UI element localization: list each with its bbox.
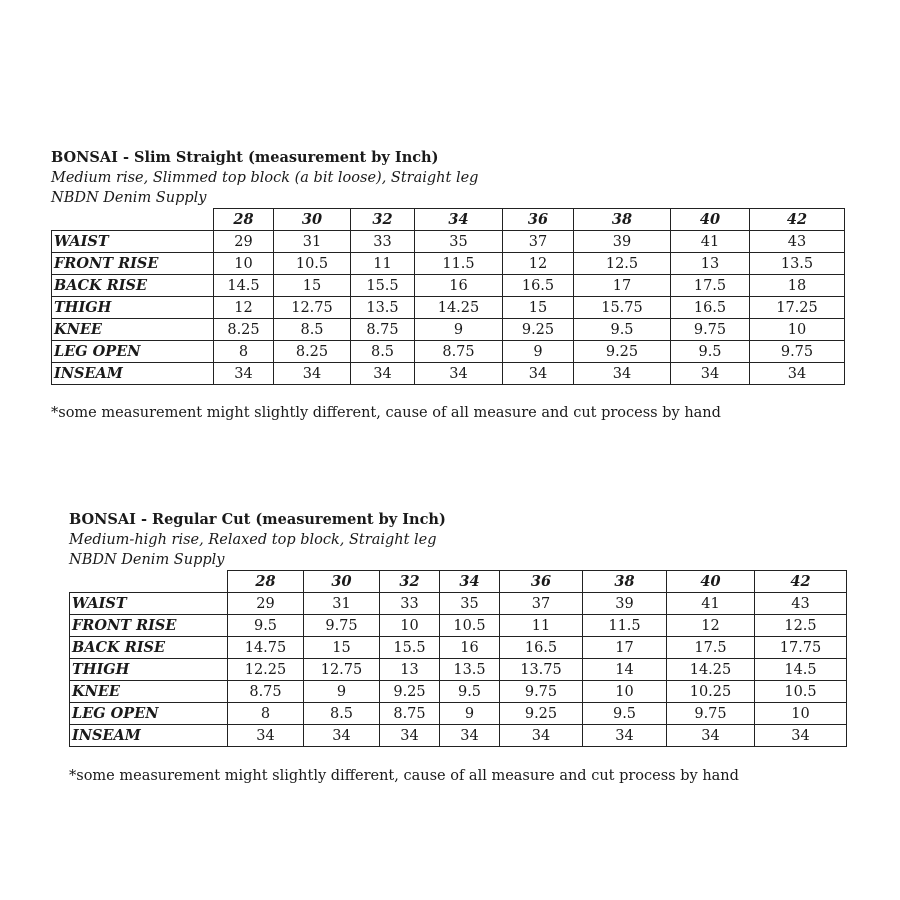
size-header-cell: 28 bbox=[214, 209, 274, 231]
measurement-value: 11.5 bbox=[415, 253, 503, 275]
measurement-value: 12.75 bbox=[274, 297, 351, 319]
measurement-row bbox=[52, 253, 845, 275]
measurement-value: 41 bbox=[671, 231, 750, 253]
measurement-value: 9.75 bbox=[304, 615, 380, 637]
measurement-value: 35 bbox=[415, 231, 503, 253]
measurement-label: INSEAM bbox=[52, 363, 214, 385]
chart-subtitle: Medium-high rise, Relaxed top block, Straight leg bbox=[69, 532, 437, 548]
measurement-value: 9.75 bbox=[667, 703, 755, 725]
measurement-value: 14.5 bbox=[214, 275, 274, 297]
measurement-value: 9.5 bbox=[440, 681, 500, 703]
measurement-value: 15.5 bbox=[380, 637, 440, 659]
measurement-value: 29 bbox=[214, 231, 274, 253]
measurement-value: 10.25 bbox=[667, 681, 755, 703]
measurement-value: 12.75 bbox=[304, 659, 380, 681]
measurement-value: 13 bbox=[671, 253, 750, 275]
measurement-value: 17 bbox=[583, 637, 667, 659]
measurement-value: 9.5 bbox=[671, 341, 750, 363]
measurement-value: 37 bbox=[500, 593, 583, 615]
size-header-cell: 40 bbox=[667, 571, 755, 593]
size-header-cell: 34 bbox=[440, 571, 500, 593]
measurement-value: 8.5 bbox=[304, 703, 380, 725]
header-corner-cell bbox=[52, 209, 214, 231]
size-header-cell: 42 bbox=[755, 571, 847, 593]
measurement-value: 8.5 bbox=[351, 341, 415, 363]
measurement-value: 12 bbox=[667, 615, 755, 637]
measurement-value: 34 bbox=[671, 363, 750, 385]
measurement-value: 14.25 bbox=[667, 659, 755, 681]
measurement-value: 12 bbox=[503, 253, 574, 275]
measurement-label: LEG OPEN bbox=[70, 703, 228, 725]
measurement-value: 9 bbox=[415, 319, 503, 341]
measurement-value: 15.5 bbox=[351, 275, 415, 297]
measurement-value: 10 bbox=[583, 681, 667, 703]
size-chart-regular-cut bbox=[69, 509, 847, 786]
measurement-value: 13.5 bbox=[750, 253, 845, 275]
measurement-value: 34 bbox=[440, 725, 500, 747]
measurement-value: 41 bbox=[667, 593, 755, 615]
measurement-row bbox=[70, 615, 847, 637]
measurement-value: 16 bbox=[415, 275, 503, 297]
measurement-value: 37 bbox=[503, 231, 574, 253]
measurement-value: 18 bbox=[750, 275, 845, 297]
chart-title: BONSAI - Regular Cut (measurement by Inch) bbox=[69, 511, 446, 528]
measurement-value: 16.5 bbox=[503, 275, 574, 297]
measurement-value: 34 bbox=[380, 725, 440, 747]
measurement-value: 31 bbox=[304, 593, 380, 615]
size-header-cell: 40 bbox=[671, 209, 750, 231]
measurement-row bbox=[70, 725, 847, 747]
measurement-row bbox=[70, 637, 847, 659]
size-header-cell: 38 bbox=[574, 209, 671, 231]
measurement-note: *some measurement might slightly different, cause of all measure and cut process by hand bbox=[69, 768, 739, 784]
measurement-label: KNEE bbox=[70, 681, 228, 703]
size-header-cell: 34 bbox=[415, 209, 503, 231]
measurement-value: 9.25 bbox=[500, 703, 583, 725]
measurement-note: *some measurement might slightly different, cause of all measure and cut process by hand bbox=[51, 405, 721, 421]
measurement-value: 9 bbox=[304, 681, 380, 703]
measurement-value: 16.5 bbox=[671, 297, 750, 319]
measurement-value: 34 bbox=[583, 725, 667, 747]
measurement-value: 13.5 bbox=[440, 659, 500, 681]
measurement-value: 9.5 bbox=[574, 319, 671, 341]
measurement-value: 43 bbox=[750, 231, 845, 253]
measurement-value: 12 bbox=[214, 297, 274, 319]
size-header-cell: 36 bbox=[503, 209, 574, 231]
measurement-label: INSEAM bbox=[70, 725, 228, 747]
size-header-cell: 42 bbox=[750, 209, 845, 231]
measurement-value: 34 bbox=[574, 363, 671, 385]
measurement-value: 10.5 bbox=[755, 681, 847, 703]
size-header-cell: 30 bbox=[304, 571, 380, 593]
measurement-value: 10 bbox=[755, 703, 847, 725]
size-header-cell: 30 bbox=[274, 209, 351, 231]
measurement-value: 17.5 bbox=[667, 637, 755, 659]
measurement-row bbox=[52, 275, 845, 297]
measurement-value: 8.25 bbox=[274, 341, 351, 363]
measurement-value: 29 bbox=[228, 593, 304, 615]
measurement-label: WAIST bbox=[70, 593, 228, 615]
measurement-value: 17.75 bbox=[755, 637, 847, 659]
chart-subtitle: Medium rise, Slimmed top block (a bit loose), Straight leg bbox=[51, 170, 479, 186]
measurement-value: 13.5 bbox=[351, 297, 415, 319]
measurement-value: 34 bbox=[228, 725, 304, 747]
measurement-value: 34 bbox=[214, 363, 274, 385]
measurement-value: 34 bbox=[351, 363, 415, 385]
measurement-label: FRONT RISE bbox=[52, 253, 214, 275]
size-header-cell: 38 bbox=[583, 571, 667, 593]
measurement-value: 15.75 bbox=[574, 297, 671, 319]
measurement-value: 9 bbox=[503, 341, 574, 363]
measurement-value: 11 bbox=[500, 615, 583, 637]
measurement-label: BACK RISE bbox=[52, 275, 214, 297]
measurement-value: 8.75 bbox=[228, 681, 304, 703]
measurement-row bbox=[70, 703, 847, 725]
measurement-value: 34 bbox=[755, 725, 847, 747]
measurement-value: 9.75 bbox=[500, 681, 583, 703]
measurement-value: 8.75 bbox=[380, 703, 440, 725]
measurement-value: 9.75 bbox=[671, 319, 750, 341]
measurement-value: 8 bbox=[228, 703, 304, 725]
measurement-value: 12.25 bbox=[228, 659, 304, 681]
measurement-value: 12.5 bbox=[574, 253, 671, 275]
measurement-value: 9.5 bbox=[228, 615, 304, 637]
measurement-value: 8.5 bbox=[274, 319, 351, 341]
measurement-value: 10 bbox=[214, 253, 274, 275]
measurement-value: 8.75 bbox=[415, 341, 503, 363]
size-table bbox=[51, 208, 845, 385]
measurement-value: 9.5 bbox=[583, 703, 667, 725]
measurement-row bbox=[70, 659, 847, 681]
measurement-value: 13.75 bbox=[500, 659, 583, 681]
measurement-value: 34 bbox=[667, 725, 755, 747]
chart-title: BONSAI - Slim Straight (measurement by Inch) bbox=[51, 149, 439, 166]
measurement-value: 8.75 bbox=[351, 319, 415, 341]
measurement-value: 11.5 bbox=[583, 615, 667, 637]
measurement-label: BACK RISE bbox=[70, 637, 228, 659]
measurement-value: 9.25 bbox=[503, 319, 574, 341]
measurement-label: KNEE bbox=[52, 319, 214, 341]
measurement-label: THIGH bbox=[70, 659, 228, 681]
size-table bbox=[69, 570, 847, 747]
measurement-row bbox=[52, 231, 845, 253]
measurement-value: 15 bbox=[503, 297, 574, 319]
measurement-value: 14.75 bbox=[228, 637, 304, 659]
measurement-value: 34 bbox=[750, 363, 845, 385]
measurement-value: 17.25 bbox=[750, 297, 845, 319]
measurement-value: 15 bbox=[304, 637, 380, 659]
measurement-value: 34 bbox=[503, 363, 574, 385]
measurement-label: LEG OPEN bbox=[52, 341, 214, 363]
measurement-value: 14 bbox=[583, 659, 667, 681]
measurement-value: 10 bbox=[380, 615, 440, 637]
measurement-value: 16 bbox=[440, 637, 500, 659]
measurement-value: 39 bbox=[574, 231, 671, 253]
measurement-value: 43 bbox=[755, 593, 847, 615]
measurement-label: WAIST bbox=[52, 231, 214, 253]
measurement-value: 8.25 bbox=[214, 319, 274, 341]
measurement-label: THIGH bbox=[52, 297, 214, 319]
size-header-cell: 36 bbox=[500, 571, 583, 593]
chart-supplier: NBDN Denim Supply bbox=[69, 552, 225, 568]
measurement-value: 14.5 bbox=[755, 659, 847, 681]
measurement-value: 10 bbox=[750, 319, 845, 341]
measurement-row bbox=[52, 363, 845, 385]
chart-supplier: NBDN Denim Supply bbox=[51, 190, 207, 206]
measurement-value: 31 bbox=[274, 231, 351, 253]
measurement-value: 39 bbox=[583, 593, 667, 615]
measurement-value: 9.25 bbox=[574, 341, 671, 363]
measurement-value: 34 bbox=[274, 363, 351, 385]
measurement-value: 15 bbox=[274, 275, 351, 297]
measurement-value: 17.5 bbox=[671, 275, 750, 297]
measurement-value: 8 bbox=[214, 341, 274, 363]
measurement-value: 9.25 bbox=[380, 681, 440, 703]
size-chart-slim-straight bbox=[51, 147, 845, 423]
measurement-value: 17 bbox=[574, 275, 671, 297]
measurement-row bbox=[52, 319, 845, 341]
measurement-value: 13 bbox=[380, 659, 440, 681]
measurement-row bbox=[70, 681, 847, 703]
measurement-value: 10.5 bbox=[440, 615, 500, 637]
measurement-value: 34 bbox=[415, 363, 503, 385]
measurement-value: 16.5 bbox=[500, 637, 583, 659]
measurement-row bbox=[52, 297, 845, 319]
measurement-label: FRONT RISE bbox=[70, 615, 228, 637]
measurement-value: 14.25 bbox=[415, 297, 503, 319]
header-corner-cell bbox=[70, 571, 228, 593]
measurement-value: 12.5 bbox=[755, 615, 847, 637]
measurement-value: 34 bbox=[500, 725, 583, 747]
size-header-cell: 32 bbox=[351, 209, 415, 231]
measurement-value: 9.75 bbox=[750, 341, 845, 363]
size-header-cell: 28 bbox=[228, 571, 304, 593]
measurement-row bbox=[52, 341, 845, 363]
measurement-value: 11 bbox=[351, 253, 415, 275]
measurement-value: 9 bbox=[440, 703, 500, 725]
measurement-row bbox=[70, 593, 847, 615]
size-header-row bbox=[52, 209, 845, 231]
size-header-cell: 32 bbox=[380, 571, 440, 593]
measurement-value: 10.5 bbox=[274, 253, 351, 275]
measurement-value: 34 bbox=[304, 725, 380, 747]
measurement-value: 35 bbox=[440, 593, 500, 615]
measurement-value: 33 bbox=[351, 231, 415, 253]
size-header-row bbox=[70, 571, 847, 593]
measurement-value: 33 bbox=[380, 593, 440, 615]
